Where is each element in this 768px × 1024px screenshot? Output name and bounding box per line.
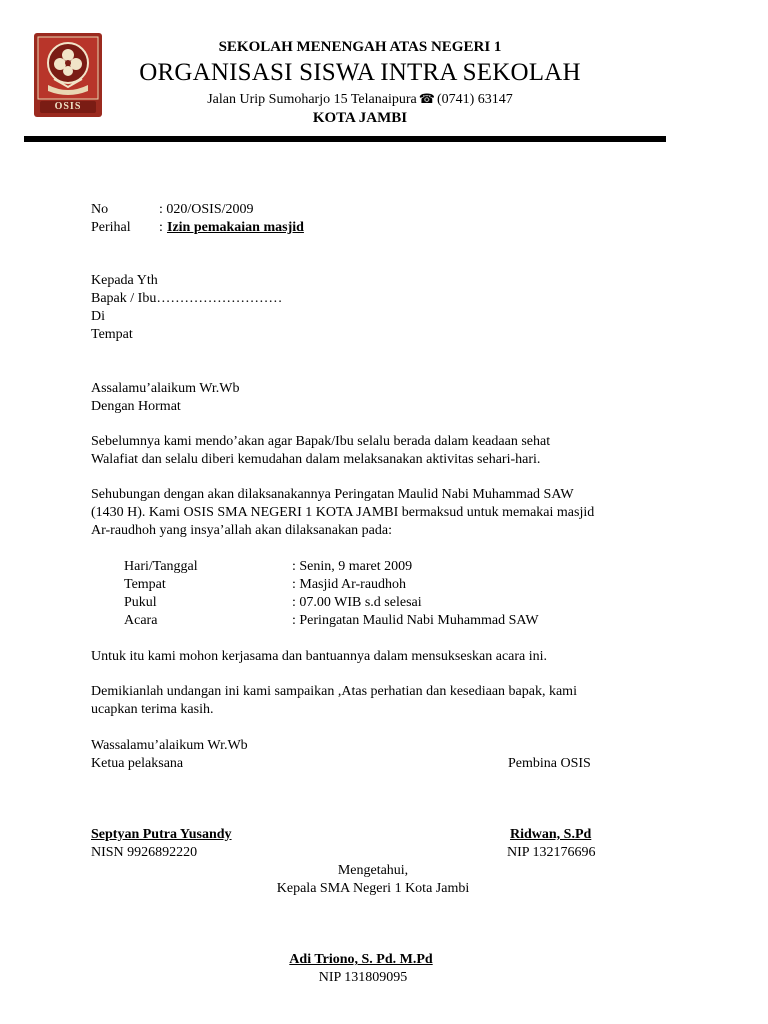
- greeting-line: Assalamu’alaikum Wr.Wb: [91, 381, 240, 396]
- detail-value: : Senin, 9 maret 2009: [292, 559, 413, 574]
- ref-perihal-colon: :: [159, 220, 163, 235]
- detail-label: Hari/Tanggal: [124, 559, 198, 574]
- body-line: Sehubungan dengan akan dilaksanakannya Peringatan Maulid Nabi Muhammad SAW: [91, 487, 574, 502]
- signer-left-id: NISN 9926892220: [91, 845, 198, 860]
- body-line: Walafiat dan selalu diberi kemudahan dalam melaksanakan aktivitas sehari-hari.: [91, 452, 541, 467]
- recipient-line: Tempat: [91, 327, 133, 342]
- principal-id: NIP 131809095: [318, 970, 408, 985]
- detail-value: : 07.00 WIB s.d selesai: [292, 595, 422, 610]
- recipient-line: Bapak / Ibu………………………: [91, 291, 283, 306]
- body-line: (1430 H). Kami OSIS SMA NEGERI 1 KOTA JAMBI bermaksud untuk memakai masjid: [91, 505, 595, 520]
- phone-number: (0741) 63147: [436, 92, 513, 107]
- recipient-line: Di: [91, 309, 105, 324]
- detail-value: : Peringatan Maulid Nabi Muhammad SAW: [292, 613, 539, 628]
- signer-right-id: NIP 132176696: [507, 845, 596, 860]
- organization-name: ORGANISASI SISWA INTRA SEKOLAH: [139, 59, 581, 86]
- signer-right-role: Pembina OSIS: [508, 756, 591, 771]
- school-name: SEKOLAH MENENGAH ATAS NEGERI 1: [218, 39, 502, 55]
- telephone-icon: ☎: [418, 91, 435, 106]
- body-line: Untuk itu kami mohon kerjasama dan bantuannya dalam mensukseskan acara ini.: [91, 649, 548, 664]
- city-name: KOTA JAMBI: [312, 110, 408, 126]
- signer-right-name: Ridwan, S.Pd: [510, 827, 592, 842]
- ref-perihal-label: Perihal: [91, 220, 131, 235]
- ref-no-value: : 020/OSIS/2009: [159, 202, 254, 217]
- approval-line: Mengetahui,: [337, 863, 409, 878]
- detail-label: Acara: [124, 613, 158, 628]
- osis-logo-text: OSIS: [54, 101, 82, 112]
- body-line: Ar-raudhoh yang insya’allah akan dilaksanakan pada:: [91, 523, 392, 538]
- ref-no-label: No: [91, 202, 109, 217]
- detail-value: : Masjid Ar-raudhoh: [292, 577, 407, 592]
- detail-label: Pukul: [124, 595, 157, 610]
- greeting-line: Dengan Hormat: [91, 399, 181, 414]
- recipient-line: Kepada Yth: [91, 273, 158, 288]
- address-line: [0, 90, 720, 109]
- body-line: ucapkan terima kasih.: [91, 702, 214, 717]
- principal-name: Adi Triono, S. Pd. M.Pd: [289, 952, 433, 967]
- body-line: Demikianlah undangan ini kami sampaikan ,Atas perhatian dan kesediaan bapak, kami: [91, 684, 577, 699]
- detail-label: Tempat: [124, 577, 166, 592]
- signer-left-name: Septyan Putra Yusandy: [91, 827, 232, 842]
- address: Jalan Urip Sumoharjo 15 Telanaipura: [207, 92, 417, 107]
- header-divider: [24, 136, 666, 142]
- ref-perihal-value: Izin pemakaian masjid: [167, 220, 304, 235]
- closing-greeting: Wassalamu’alaikum Wr.Wb: [91, 738, 248, 753]
- approval-line: Kepala SMA Negeri 1 Kota Jambi: [276, 881, 470, 896]
- signer-left-role: Ketua pelaksana: [91, 756, 184, 771]
- body-line: Sebelumnya kami mendo’akan agar Bapak/Ibu selalu berada dalam keadaan sehat: [91, 434, 551, 449]
